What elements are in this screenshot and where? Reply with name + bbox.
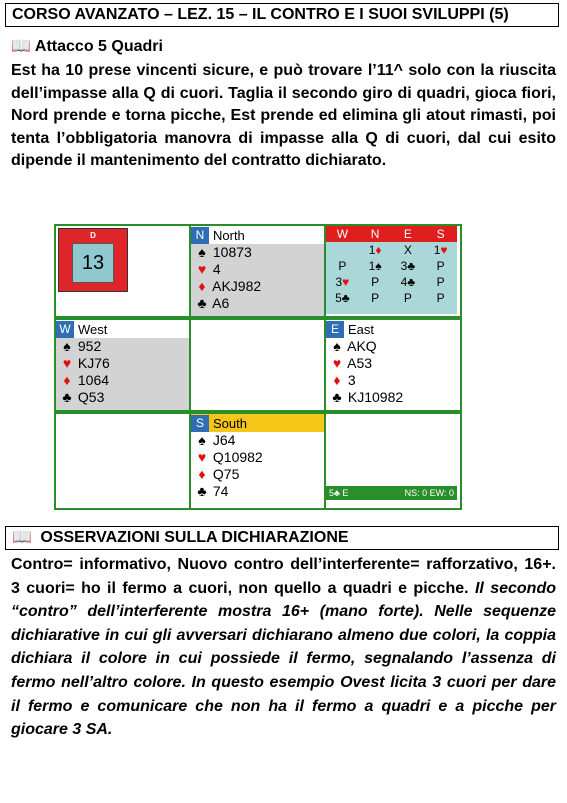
section-header (5, 526, 559, 550)
heart-icon: ♥ (440, 243, 448, 257)
bid-cell (392, 290, 425, 306)
bid-row (326, 290, 457, 306)
book-icon: 📖 (12, 529, 32, 546)
north-header (191, 226, 324, 244)
table-center (191, 320, 324, 410)
heart-icon: ♥ (62, 355, 72, 371)
intro-paragraph: Est ha 10 prese vincenti sicure, e può trovare l’11^ solo con la riuscita dell’impasse alla Q di cuori. Taglia il secondo giro di quadri, gioca fiori, Nord prende e torna picche, Est prende ed elimina gli atout rimasti, poi tenta l’obbligatoria manovra di impasse alla Q di cuori, dal cui esito dipende il mantenimento del contratto dichiarato. (11, 62, 556, 169)
bid-cell (326, 258, 359, 274)
bridge-board (54, 224, 462, 510)
north-hearts: 4 (212, 261, 221, 277)
bid-level: 1 (368, 259, 376, 273)
north-diamonds: AKJ982 (212, 278, 262, 294)
bid-cell (424, 242, 457, 258)
contract-bar (326, 486, 457, 500)
bidding-body (326, 242, 457, 314)
bid-cell (359, 258, 392, 274)
club-icon: ♣ (197, 295, 207, 311)
east-header (326, 320, 460, 338)
bidding-header (326, 226, 457, 242)
south-clubs: 74 (212, 483, 229, 499)
bid-cell (392, 258, 425, 274)
east-spades: AKQ (347, 338, 377, 354)
board-info-cell (56, 226, 189, 316)
north-cards (191, 244, 324, 316)
bid-row (326, 274, 457, 290)
west-header (56, 320, 189, 338)
east-diamonds: 3 (347, 372, 356, 388)
diamond-icon: ♦ (198, 466, 206, 482)
south-header (191, 414, 324, 432)
north-name: North (213, 227, 245, 243)
opening-lead-text: Attacco 5 Quadri (34, 38, 163, 55)
bid-cell (326, 242, 359, 258)
book-icon: 📖 (11, 38, 31, 55)
bid-cell (392, 242, 425, 258)
west-hearts: KJ76 (77, 355, 110, 371)
bid-level: 1 (433, 243, 441, 257)
diamond-icon: ♦ (375, 243, 382, 257)
bid-cell (359, 290, 392, 306)
bid-col-w: W (336, 227, 349, 241)
bid-cell (424, 290, 457, 306)
bid-level: X (403, 243, 412, 257)
east-badge: E (326, 321, 344, 338)
title-bar (5, 3, 559, 27)
bid-level: P (371, 275, 380, 289)
bid-level: 3 (335, 275, 343, 289)
south-spades: J64 (212, 432, 236, 448)
bid-level: P (403, 291, 412, 305)
west-hand (56, 320, 189, 410)
bid-col-s: S (436, 227, 445, 241)
north-clubs: A6 (212, 295, 230, 311)
bid-cell (359, 242, 392, 258)
heart-icon: ♥ (332, 355, 342, 371)
bid-level: 1 (368, 243, 376, 257)
spade-icon: ♠ (198, 432, 206, 448)
south-name: South (213, 415, 247, 431)
heart-icon: ♥ (342, 275, 350, 289)
west-clubs: Q53 (77, 389, 105, 405)
west-name: West (78, 321, 108, 337)
bid-cell (392, 274, 425, 290)
board-number: 13 (72, 243, 114, 283)
diamond-icon: ♦ (333, 372, 341, 388)
section-title: OSSERVAZIONI SULLA DICHIARAZIONE (40, 529, 349, 546)
dealer-label: D (90, 231, 96, 240)
bid-cell (359, 274, 392, 290)
diamond-icon: ♦ (63, 372, 71, 388)
club-icon: ♣ (197, 483, 207, 499)
empty-cell-sw (56, 414, 189, 508)
bid-level: P (371, 291, 380, 305)
south-cards (191, 432, 324, 508)
bid-col-n: N (370, 227, 380, 241)
bid-level: P (338, 259, 347, 273)
east-cards (326, 338, 460, 410)
vulnerability: NS: 0 EW: 0 (404, 488, 454, 498)
north-badge: N (191, 227, 209, 244)
club-icon: ♣ (332, 389, 342, 405)
observations-italic: Il secondo “contro” dell’interferente mostra 16+ (mano forte). Nelle sequenze dichiarative in cui gli avversari dichiarano almeno due colori, la coppia dichiara il colore in cui possiede il fermo, segnalando l’assenza di fermo nell’altro colore. In questo esempio Ovest licita 3 cuori per dare il fermo e comunicare che non ha il fermo a quadri e a picche per giocare 3 SA. (11, 579, 556, 739)
club-icon: ♣ (62, 389, 72, 405)
east-clubs: KJ10982 (347, 389, 404, 405)
bid-row (326, 242, 457, 258)
west-diamonds: 1064 (77, 372, 110, 388)
club-icon: ♣ (407, 259, 416, 273)
spade-icon: ♠ (333, 338, 341, 354)
diamond-icon: ♦ (198, 278, 206, 294)
bidding-cell (326, 226, 460, 316)
bid-level: 4 (400, 275, 408, 289)
west-cards (56, 338, 189, 410)
club-icon: ♣ (341, 291, 350, 305)
bid-row (326, 258, 457, 274)
contract-cell (326, 414, 460, 508)
spade-icon: ♠ (198, 244, 206, 260)
north-spades: 10873 (212, 244, 252, 260)
spade-icon: ♠ (63, 338, 71, 354)
south-diamonds: Q75 (212, 466, 240, 482)
west-badge: W (56, 321, 74, 338)
south-hand (191, 414, 324, 508)
contract: 5♣ E (329, 488, 349, 498)
north-hand (191, 226, 324, 316)
heart-icon: ♥ (197, 261, 207, 277)
bid-level: P (436, 275, 445, 289)
west-spades: 952 (77, 338, 102, 354)
page-title: CORSO AVANZATO – LEZ. 15 – IL CONTRO E I SUOI SVILUPPI (5) (12, 6, 509, 23)
bid-level: P (436, 259, 445, 273)
bid-cell (424, 258, 457, 274)
club-icon: ♣ (407, 275, 416, 289)
east-hearts: A53 (347, 355, 373, 371)
observations-paragraph (11, 553, 556, 742)
bid-cell (326, 290, 359, 306)
bid-level: P (436, 291, 445, 305)
heart-icon: ♥ (197, 449, 207, 465)
bid-col-e: E (403, 227, 412, 241)
bid-cell (326, 274, 359, 290)
east-name: East (348, 321, 375, 337)
south-hearts: Q10982 (212, 449, 263, 465)
bid-level: 5 (335, 291, 342, 305)
spade-icon: ♠ (375, 259, 382, 273)
bidding-table (326, 226, 457, 314)
south-badge: S (191, 415, 209, 432)
observations-normal: Contro= informativo, Nuovo contro dell’interferente= rafforzativo, 16+. 3 cuori= ho il fermo a cuori, non quello a quadri e picche. (11, 556, 556, 597)
east-hand (326, 320, 460, 410)
bid-level: 3 (400, 259, 408, 273)
opening-lead (11, 36, 163, 56)
dealer-box (58, 228, 128, 292)
bid-cell (424, 274, 457, 290)
